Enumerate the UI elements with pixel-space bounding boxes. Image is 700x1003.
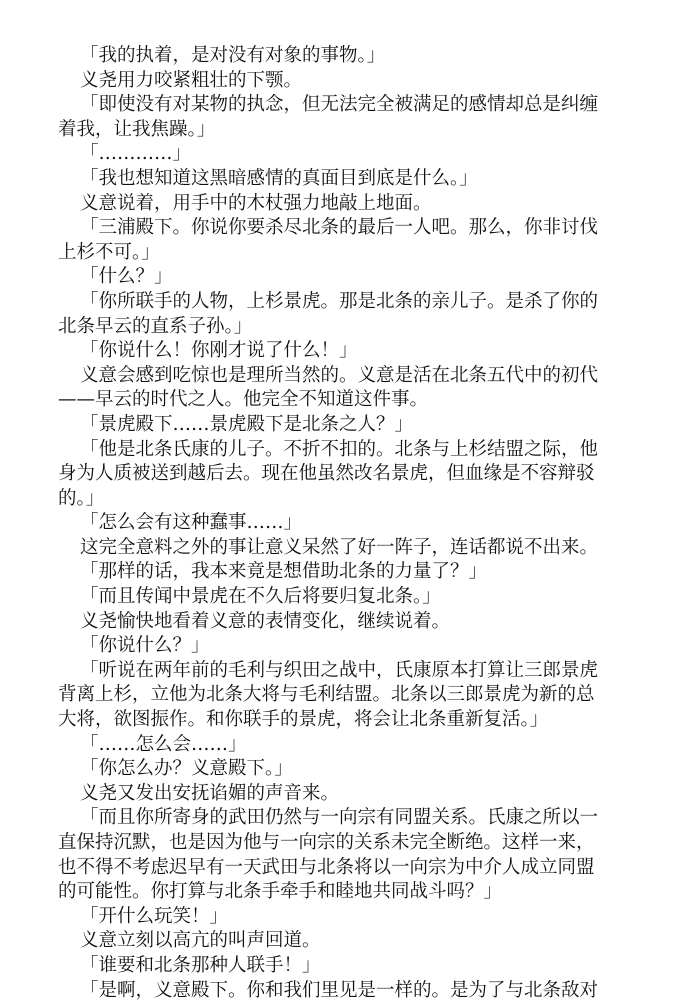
text-line: 「你怎么办？义意殿下。」 [80, 758, 293, 780]
text-line: 义意说着，用手中的木杖强力地敲上地面。 [80, 192, 432, 214]
text-line: 义尧用力咬紧粗壮的下颚。 [80, 69, 303, 91]
text-line: 直保持沉默，也是因为他与一向宗的关系未完全断绝。这样一来， [58, 832, 595, 853]
text-line: 大将，欲图振作。和你联手的景虎，将会让北条重新复活。」 [58, 709, 549, 731]
text-line: 「怎么会有这种蠢事……」 [80, 512, 303, 534]
text-line: 北条早云的直系子孙。」 [58, 315, 253, 337]
text-line: 「我的执着，是对没有对象的事物。」 [80, 45, 386, 66]
text-line: 背离上杉，立他为北条大将与毛利结盟。北条以三郎景虎为新的总 [58, 684, 595, 706]
text-line: 的。」 [58, 487, 105, 509]
text-line: 「你所联手的人物，上杉景虎。那是北条的亲儿子。是杀了你的 [80, 290, 599, 312]
text-line: 「谁要和北条那种人联手！」 [80, 954, 321, 976]
text-line: 这完全意料之外的事让意义呆然了好一阵子，连话都说不出来。 [80, 536, 599, 558]
text-line: 「你说什么？」 [80, 635, 210, 657]
text-line: 「你说什么！你刚才说了什么！」 [80, 340, 358, 362]
text-line: 义意会感到吃惊也是理所当然的。义意是活在北条五代中的初代 [80, 364, 599, 386]
text-line: 「…………」 [80, 143, 192, 165]
text-line: 「景虎殿下……景虎殿下是北条之人？」 [80, 413, 414, 435]
text-line: 的可能性。你打算与北条手牵手和睦地共同战斗吗？」 [58, 881, 503, 903]
text-line: 义意立刻以高亢的叫声回道。 [80, 930, 321, 952]
text-line: 「而且你所寄身的武田仍然与一向宗有同盟关系。氏康之所以一 [80, 807, 599, 829]
text-line: 「什么？」 [80, 266, 173, 288]
text-line: 「是啊，义意殿下。你和我们里见是一样的。是为了与北条敌对 [80, 979, 599, 1001]
text-line: 「他是北条氏康的儿子。不折不扣的。北条与上杉结盟之际，他 [80, 438, 599, 460]
text-line: 身为人质被送到越后去。现在他虽然改名景虎，但血缘是不容辩驳 [58, 463, 595, 485]
document-page [58, 44, 644, 1003]
text-line: 「……怎么会……」 [80, 733, 247, 755]
text-line: 「那样的话，我本来竟是想借助北条的力量了？」 [80, 561, 488, 583]
text-line: 「我也想知道这黑暗感情的真面目到底是什么。」 [80, 167, 478, 189]
text-line: 「即使没有对某物的执念，但无法完全被满足的感情却总是纠缠 [80, 94, 599, 116]
text-line: ——早云的时代之人。他完全不知道这件事。 [58, 389, 429, 411]
text-line: 也不得不考虑迟早有一天武田与北条将以一向宗为中介人成立同盟 [58, 856, 595, 878]
text-line: 「而且传闻中景虎在不久后将要归复北条。」 [80, 586, 441, 608]
text-line: 义尧又发出安抚谄媚的声音来。 [80, 782, 340, 804]
text-line: 义尧愉快地看着义意的表情变化，继续说着。 [80, 610, 451, 632]
text-line: 着我，让我焦躁。」 [58, 118, 216, 140]
text-line: 「三浦殿下。你说你要杀尽北条的最后一人吧。那么，你非讨伐 [80, 217, 599, 239]
text-line: 「开什么玩笑！」 [80, 905, 229, 927]
text-line: 上杉不可。」 [58, 241, 160, 263]
text-line: 「听说在两年前的毛利与织田之战中，氏康原本打算让三郎景虎 [80, 659, 599, 681]
